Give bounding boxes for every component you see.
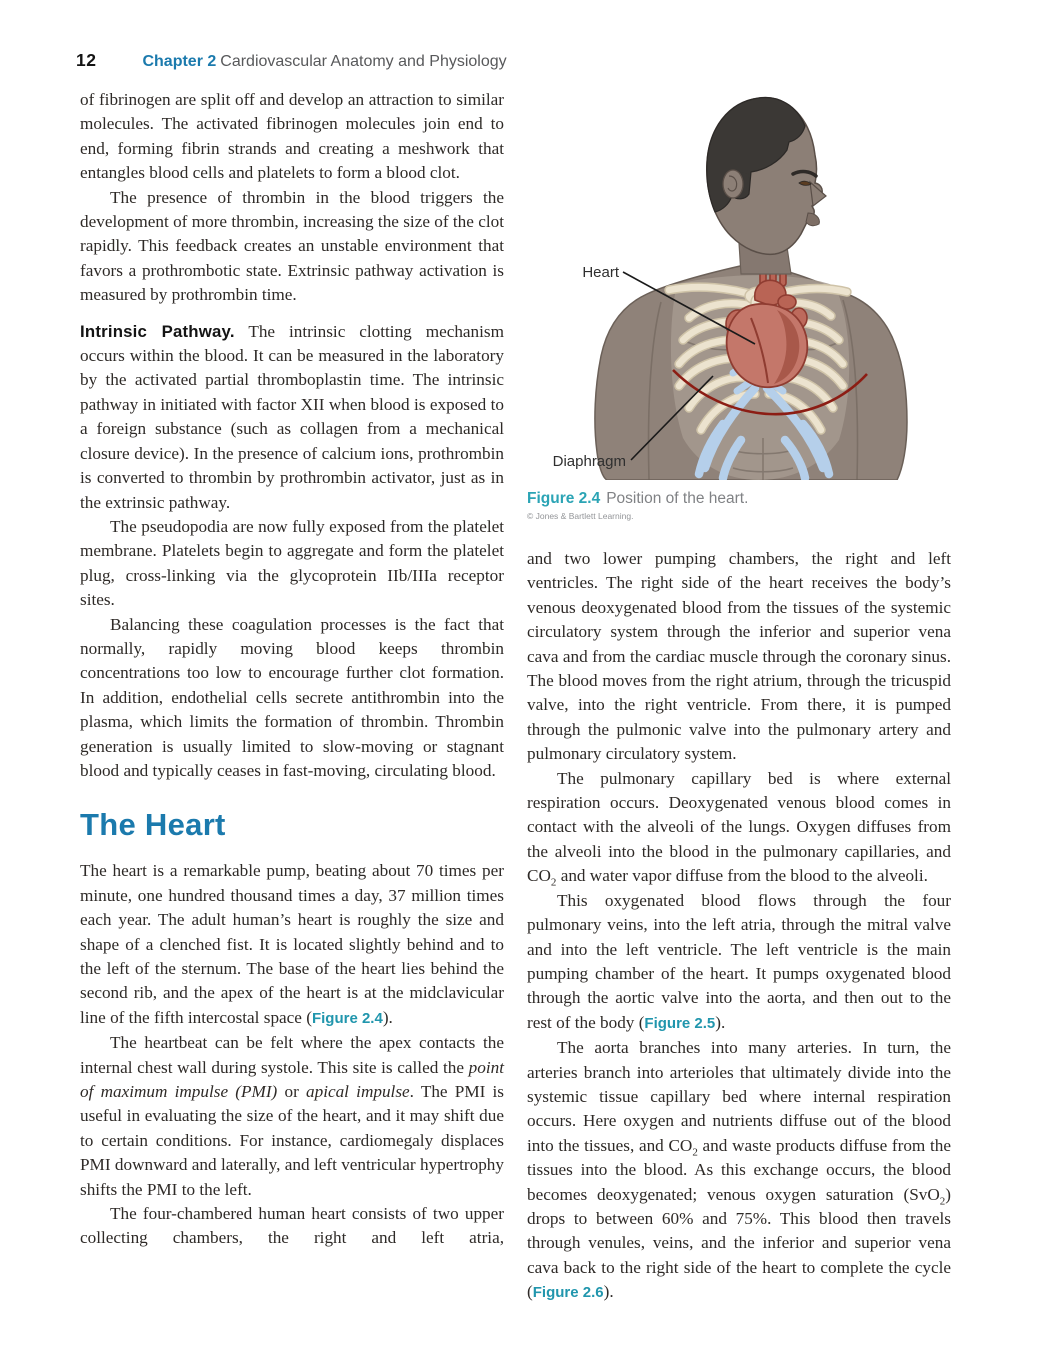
figure-2-4-illustration	[527, 88, 951, 480]
chapter-label: Chapter 2	[142, 53, 217, 70]
figure-credit: © Jones & Bartlett Learning.	[527, 511, 634, 521]
aorta-text-3: ) drops to between 60% and 75%. This blood then travels through venules, veins, and the inferior and superior vena cava back to the right side of the heart to complete the cycle (	[527, 1184, 951, 1302]
running-header	[76, 50, 981, 71]
left-column	[80, 88, 504, 1251]
aorta-text-4: ).	[603, 1282, 614, 1302]
pmi-text-2: or	[277, 1082, 306, 1102]
paragraph-aorta-branches	[527, 1036, 951, 1305]
figure-caption	[527, 490, 951, 508]
paragraph-balancing: Balancing these coagulation processes is the fact that normally, rapidly moving blood keeps thrombin concentrations too low to encourage further clot formation. In addition, endothelial cells secrete antithrombin into the plasma, which limits the formation of thrombin. Thrombin generation is usually limited to slow-moving or stagnant blood and typically ceases in fast-moving, circulating blood.	[80, 614, 504, 780]
apical-impulse-italic-term: apical impulse	[306, 1082, 410, 1102]
oxygenated-text-2: ).	[715, 1012, 726, 1032]
chapter-title: Cardiovascular Anatomy and Physiology	[220, 53, 507, 70]
paragraph-intrinsic-pathway	[80, 320, 504, 515]
figure-caption-text: Position of the heart.	[606, 490, 749, 507]
section-heading-the-heart: The Heart	[80, 807, 226, 843]
paragraph-ventricles: and two lower pumping chambers, the right and left ventricles. The right side of the heart receives the body’s venous deoxygenated blood from the tissues of the systemic circulatory system through the inferior and superior vena cava and from the cardiac muscle through the coronary sinus. The blood moves from the right atrium, through the tricuspid valve, into the right ventricle. From there, it is pumped through the pulmonic valve into the pulmonary artery and pulmonary circulatory system.	[527, 549, 951, 764]
section-gap	[80, 308, 504, 320]
heart-label: Heart	[582, 264, 619, 281]
pmi-text-1: The heartbeat can be felt where the apex contacts the internal chest wall during systole. This site is called the	[80, 1033, 504, 1077]
paragraph-thrombin: The presence of thrombin in the blood triggers the development of more thrombin, increasing the size of the clot rapidly. This feedback creates an unstable environment that favors a prothrombotic state. Extrinsic pathway activation is measured by prothrombin time.	[80, 187, 504, 305]
paragraph-fibrinogen: of fibrinogen are split off and develop an attraction to similar molecules. The activated fibrinogen molecules join end to end, forming fibrin strands and creating a meshwork that entangles blood cells and platelets to form a blood clot.	[80, 90, 504, 183]
svo2-subscript: 2	[939, 1195, 946, 1207]
intrinsic-pathway-text: The intrinsic clotting mechanism occurs within the blood. It can be measured in the laboratory by the activated partial thromboplastin time. The intrinsic pathway in initiated with factor XII when blood is exposed to a foreign substance (such as collagen from a mechanical closure device). In the presence of calcium ions, prothrombin is converted to thrombin by prothrombin activator, just as in the extrinsic pathway.	[80, 321, 504, 512]
paragraph-four-chambered: The four-chambered human heart consists of two upper collecting chambers, the right and left atria,	[80, 1204, 504, 1248]
aorta-text-1: The aorta branches into many arteries. In turn, the arteries branch into arterioles that ultimately divide into the systemic tissue capillary bed where internal respiration occurs. Here oxygen and nutrients diffuse out of the blood into the tissues, and CO	[527, 1038, 951, 1155]
co2-subscript-2: 2	[692, 1146, 698, 1159]
figure-2-6-reference: Figure 2.6	[532, 1284, 604, 1302]
heart-pump-text-end: ).	[382, 1007, 393, 1027]
figure-2-4	[527, 88, 951, 521]
figure-2-5-reference: Figure 2.5	[644, 1014, 716, 1032]
co2-subscript: 2	[550, 876, 557, 889]
figure-2-4-reference: Figure 2.4	[311, 1009, 383, 1027]
right-column	[527, 88, 951, 1306]
intrinsic-pathway-runin-heading: Intrinsic Pathway.	[80, 321, 235, 341]
aorta-text-2: and waste products diffuse from the tissues into the blood. As this exchange occurs, the blood becomes deoxygenated; venous oxygen saturation (SvO	[527, 1135, 951, 1204]
paragraph-heartbeat-pmi	[80, 1031, 504, 1202]
page-number: 12	[76, 50, 97, 70]
diaphragm-label: Diaphragm	[552, 453, 626, 470]
ear	[723, 170, 743, 198]
pmi-italic-term: point of maximum impulse (PMI)	[80, 1057, 504, 1102]
pulmonary-text-1: The pulmonary capillary bed is where external respiration occurs. Deoxygenated venous blood comes in contact with the alveoli of the lungs. Oxygen diffuses from the alveoli into the blood in the pulmonary capillaries, and CO	[527, 768, 951, 886]
lips	[806, 213, 819, 226]
figure-caption-label: Figure 2.4	[527, 490, 601, 507]
pmi-text-3: . The PMI is useful in evaluating the size of the heart, and it may shift due to certain conditions. For instance, cardiomegaly displaces PMI downward and laterally, and left ventricular hypertrophy shifts the PMI to the left.	[80, 1082, 504, 1199]
paragraph-heart-pump	[80, 859, 504, 1031]
paragraph-oxygenated-blood	[527, 889, 951, 1036]
paragraph-pulmonary-capillary	[527, 767, 951, 889]
paragraph-pseudopodia: The pseudopodia are now fully exposed from the platelet membrane. Platelets begin to aggregate and form the platelet plug, cross-linking via the glycoprotein IIb/IIIa receptor sites.	[80, 516, 504, 610]
oxygenated-text-1: This oxygenated blood flows through the four pulmonary veins, into the left atria, through the mitral valve and into the left ventricle. The left ventricle is the main pumping chamber of the heart. It pumps oxygenated blood through the aortic valve into the aorta, and then out to the rest of the body (	[527, 890, 951, 1032]
pulmonary-text-2: and water vapor diffuse from the blood to the alveoli.	[556, 866, 928, 886]
heart-pump-text: The heart is a remarkable pump, beating about 70 times per minute, one hundred thousand times a day, 37 million times each year. The adult human’s heart is roughly the size and shape of a clenched fist. It is located slightly behind and to the left of the sternum. The base of the heart lies behind the second rib, and the apex of the heart is at the midclavicular line of the fifth intercostal space (	[80, 861, 504, 1027]
